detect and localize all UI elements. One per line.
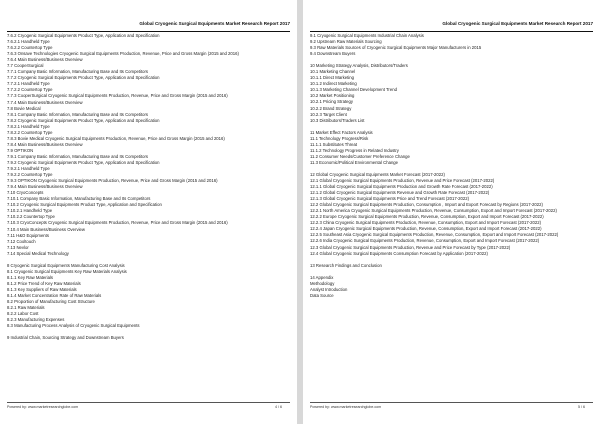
toc-entry: 7.10.2 Cryogenic Surgical Equipments Product Type, Application and Specification xyxy=(7,202,162,208)
toc-entry: 9.4 Downstream Buyers xyxy=(310,51,356,57)
toc-entry: 7.7 CooperSurgical xyxy=(7,63,44,69)
toc-entry: 8.1.2 Price Trend of Key Raw Materials xyxy=(7,280,81,286)
toc-entry: 12.1.1 Global Cryogenic Surgical Equipments Production and Growth Rate Forecast (2017-2022) xyxy=(310,184,493,190)
toc-entry: 7.8.4 Main Business/Business Overview xyxy=(7,141,83,147)
toc-entry: 7.7.1 Company Basic Information, Manufacturing Base and Its Competitors xyxy=(7,69,149,75)
toc-content xyxy=(310,33,593,299)
toc-entry: 7.9.4 Main Business/Business Overview xyxy=(7,184,83,190)
toc-entry: 7.6.2.2 Countertop Type xyxy=(7,45,53,51)
toc-entry: 9.2 Upstream Raw Materials Sourcing xyxy=(310,39,382,45)
toc-entry: 11.2 Consumer Needs/Customer Preference Change xyxy=(310,153,410,159)
toc-entry: 7.10.4 Main Business/Business Overview xyxy=(7,226,85,232)
toc-entry: 7.10.1 Company Basic Information, Manufacturing Base and Its Competitors xyxy=(7,196,151,202)
page-header-title: Global Cryogenic Surgical Equipments Market Research Report 2017 xyxy=(310,19,593,32)
toc-entry: 7.6.2.1 Handheld Type xyxy=(7,39,50,45)
toc-entry: 10.2.2 Brand Strategy xyxy=(310,105,352,111)
toc-entry: 7.10.3 CryoConcepts Cryogenic Surgical Equipments Production, Revenue, Price and Gross Margin (2015 and 2016) xyxy=(7,220,228,226)
toc-entry: 13 Research Findings and Conclusion xyxy=(310,262,382,268)
toc-entry: 10.1.3 Marketing Channel Development Trend xyxy=(310,87,397,93)
toc-entry: 8.2 Proportion of Manufacturing Cost Structure xyxy=(7,299,95,305)
toc-entry: 9.1 Cryogenic Surgical Equipments Industrial Chain Analysis xyxy=(310,33,424,38)
toc-entry: 7.9 OPTIKON xyxy=(7,147,34,153)
footer-text: Powered by: www.marketresearchglobe.com xyxy=(7,405,79,409)
toc-entry: 8.2.3 Manufacturing Expenses xyxy=(7,317,65,323)
toc-entry: 12.1.3 Global Cryogenic Surgical Equipments Price and Trend Forecast (2017-2022) xyxy=(310,196,469,202)
toc-entry: 7.9.3 OPTIKON Cryogenic Surgical Equipments Production, Revenue, Price and Gross Margin (2015 and 2016) xyxy=(7,178,218,184)
toc-content xyxy=(7,33,290,341)
toc-entry: 12.4 Global Cryogenic Surgical Equipments Consumption Forecast by Application (2017-2022) xyxy=(310,250,488,256)
toc-entry: 8.1.1 Key Raw Materials xyxy=(7,274,54,280)
toc-entry: 7.10 CryoConcepts xyxy=(7,190,44,196)
toc-entry: Analyst Introduction xyxy=(310,286,348,292)
toc-entry: 9.3 Raw Materials Sources of Cryogenic Surgical Equipments Major Manufacturers in 2015 xyxy=(310,45,482,51)
toc-entry: 7.7.4 Main Business/Business Overview xyxy=(7,99,83,105)
toc-entry: 7.14 Special Medical Technology xyxy=(7,250,69,256)
toc-entry: 10.1 Marketing Channel xyxy=(310,69,356,75)
toc-entry: 7.8.1 Company Basic Information, Manufacturing Base and Its Competitors xyxy=(7,111,149,117)
toc-entry: 12.2.5 Southeast Asia Cryogenic Surgical Equipments Production, Revenue, Consumption, Export and Import Forecast (2017-2022) xyxy=(310,232,559,238)
toc-entry: Methodology xyxy=(310,280,335,286)
toc-entry: 7.9.2.2 Countertop Type xyxy=(7,172,53,178)
page-left xyxy=(0,0,297,424)
toc-entry: 14 Appendix xyxy=(310,274,334,280)
toc-entry: 7.7.2 Cryogenic Surgical Equipments Product Type, Application and Specification xyxy=(7,75,160,81)
toc-entry: 10.1.1 Direct Marketing xyxy=(310,75,354,81)
toc-entry: 7.8.3 Bovie Medical Cryogenic Surgical Equipments Production, Revenue, Price and Gross Margin (2015 and 2016) xyxy=(7,135,225,141)
toc-entry: 12.2.6 India Cryogenic Surgical Equipments Production, Revenue, Consumption, Export and Import Forecast (2017-2022) xyxy=(310,238,540,244)
toc-entry: Data Source xyxy=(310,292,334,298)
page-footer xyxy=(310,402,593,411)
toc-entry: 12.3 Global Cryogenic Surgical Equipments Production, Revenue and Price Forecast by Type (2017-2022) xyxy=(310,244,511,250)
toc-entry: 7.12 Cooltouch xyxy=(7,238,36,244)
page-number: 4 / 6 xyxy=(275,405,282,409)
toc-entry: 12.2.1 North America Cryogenic Surgical Equipments Production, Revenue, Consumption, Export and Import Forecast (2017-2022) xyxy=(310,208,557,214)
toc-entry: 7.6.2 Cryogenic Surgical Equipments Product Type, Application and Specification xyxy=(7,33,160,38)
toc-entry: 12.1 Global Cryogenic Surgical Equipments Production, Revenue and Price Forecast (2017-2022) xyxy=(310,177,495,183)
toc-entry: 7.7.2.2 Countertop Type xyxy=(7,87,53,93)
toc-entry: 7.9.1 Company Basic Information, Manufacturing Base and Its Competitors xyxy=(7,153,149,159)
toc-entry: 10.2.1 Pricing Strategy xyxy=(310,99,353,105)
toc-entry: 11.1 Technology Progress/Risk xyxy=(310,135,369,141)
toc-entry: 12 Global Cryogenic Surgical Equipments Market Forecast (2017-2022) xyxy=(310,171,445,177)
toc-entry: 10.3 Distributors/Traders List xyxy=(310,117,365,123)
toc-entry: 11.1.2 Technology Progress in Related Industry xyxy=(310,147,399,153)
toc-entry: 10 Marketing Strategy Analysis, Distributors/Traders xyxy=(310,63,408,69)
toc-entry: 9 Industrial Chain, Sourcing Strategy and Downstream Buyers xyxy=(7,335,124,341)
toc-entry: 7.11 H&O Equipments xyxy=(7,232,49,238)
footer-text: Powered by: www.marketresearchglobe.com xyxy=(310,405,382,409)
toc-entry: 12.2 Global Cryogenic Surgical Equipments Production, Consumption , Import and Export Forecast by Regions (2017-2022) xyxy=(310,202,543,208)
toc-entry: 7.6.3 Onsave Technologies Cryogenic Surgical Equipments Production, Revenue, Price and Gross Margin (2015 and 2016) xyxy=(7,51,239,57)
toc-entry: 7.7.2.1 Handheld Type xyxy=(7,81,50,87)
toc-entry: 12.2.3 China Cryogenic Surgical Equipments Production, Revenue, Consumption, Export and Import Forecast (2017-2022) xyxy=(310,220,542,226)
toc-entry: 8.2.1 Raw Materials xyxy=(7,305,45,311)
toc-entry: 10.2.3 Target Client xyxy=(310,111,347,117)
toc-entry: 12.2.2 Europe Cryogenic Surgical Equipments Production, Revenue, Consumption, Export and Import Forecast (2017-2022) xyxy=(310,214,544,220)
toc-entry: 11.1.1 Substitutes Threat xyxy=(310,141,358,147)
toc-entry: 11 Market Effect Factors Analysis xyxy=(310,129,373,135)
toc-entry: 12.2.4 Japan Cryogenic Surgical Equipments Production, Revenue, Consumption, Export and Import Forecast (2017-2022) xyxy=(310,226,542,232)
toc-entry: 7.9.2.1 Handheld Type xyxy=(7,166,50,172)
toc-entry: 7.7.3 CooperSurgical Cryogenic Surgical Equipments Production, Revenue, Price and Gross Margin (2015 and 2016) xyxy=(7,93,228,99)
toc-entry: 7.8 Bovie Medical xyxy=(7,105,41,111)
toc-entry: 8.1.3 Key Suppliers of Raw Materials xyxy=(7,286,77,292)
toc-entry: 7.8.2 Cryogenic Surgical Equipments Product Type, Application and Specification xyxy=(7,117,160,123)
page-number: 5 / 6 xyxy=(578,405,585,409)
toc-entry: 7.10.2.1 Handheld Type xyxy=(7,208,53,214)
toc-entry: 8 Cryogenic Surgical Equipments Manufacturing Cost Analysis xyxy=(7,262,125,268)
toc-entry: 7.13 Nevlor xyxy=(7,244,29,250)
page-right xyxy=(303,0,600,424)
toc-entry: 8.1 Cryogenic Surgical Equipments Key Raw Materials Analysis xyxy=(7,268,127,274)
page-header-title: Global Cryogenic Surgical Equipments Market Research Report 2017 xyxy=(7,19,290,32)
toc-entry: 12.1.2 Global Cryogenic Surgical Equipments Revenue and Growth Rate Forecast (2017-2022) xyxy=(310,190,490,196)
toc-entry: 10.1.2 Indirect Marketing xyxy=(310,81,357,87)
toc-entry: 8.2.2 Labor Cost xyxy=(7,311,39,317)
toc-entry: 7.6.4 Main Business/Business Overview xyxy=(7,57,83,63)
toc-entry: 11.3 Economic/Political Environmental Change xyxy=(310,159,399,165)
toc-entry: 7.8.2.1 Handheld Type xyxy=(7,123,50,129)
page-footer xyxy=(7,402,290,411)
toc-entry: 8.1.4 Market Concentration Rate of Raw Materials xyxy=(7,292,102,298)
toc-entry: 10.2 Market Positioning xyxy=(310,93,355,99)
toc-entry: 7.9.2 Cryogenic Surgical Equipments Product Type, Application and Specification xyxy=(7,159,160,165)
toc-entry: 8.3 Manufacturing Process Analysis of Cryogenic Surgical Equipments xyxy=(7,323,140,329)
toc-entry: 7.8.2.2 Countertop Type xyxy=(7,129,53,135)
toc-entry: 7.10.2.2 Countertop Type xyxy=(7,214,55,220)
